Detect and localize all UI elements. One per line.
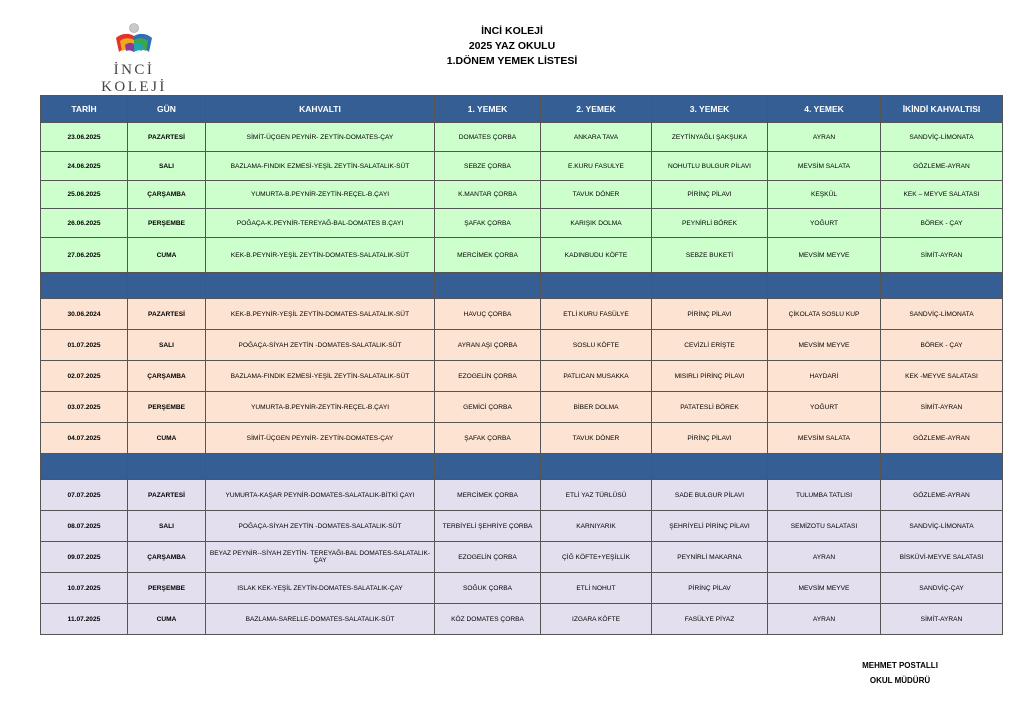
meal-cell: ŞAFAK ÇORBA — [435, 423, 541, 454]
column-header: GÜN — [128, 96, 206, 123]
meal-cell: KARIŞIK DOLMA — [541, 209, 652, 238]
column-header: 1. YEMEK — [435, 96, 541, 123]
meal-cell: BÖREK - ÇAY — [881, 209, 1003, 238]
meal-cell: MERCİMEK ÇORBA — [435, 480, 541, 511]
meal-cell: BÖREK - ÇAY — [881, 330, 1003, 361]
meal-cell: GÖZLEME-AYRAN — [881, 423, 1003, 454]
meal-cell: POĞAÇA-K.PEYNİR-TEREYAĞ-BAL-DOMATES B.ÇAYI — [206, 209, 435, 238]
separator-cell — [206, 273, 435, 299]
meal-cell: SİMİT-AYRAN — [881, 604, 1003, 635]
meal-cell: FASÜLYE PİYAZ — [652, 604, 768, 635]
table-row — [41, 604, 1003, 635]
meal-table — [40, 95, 1003, 635]
meal-cell: IZGARA KÖFTE — [541, 604, 652, 635]
table-row — [41, 299, 1003, 330]
meal-cell: HAVUÇ ÇORBA — [435, 299, 541, 330]
meal-cell: TULUMBA TATLISI — [768, 480, 881, 511]
meal-cell: MERCİMEK ÇORBA — [435, 238, 541, 273]
table-row — [41, 181, 1003, 209]
meal-cell: NOHUTLU BULGUR PİLAVI — [652, 152, 768, 181]
day-cell: SALI — [128, 511, 206, 542]
meal-cell: YUMURTA-B.PEYNİR-ZEYTİN-REÇEL-B.ÇAYI — [206, 392, 435, 423]
day-cell: CUMA — [128, 604, 206, 635]
meal-cell: KEK-B.PEYNİR-YEŞİL ZEYTİN-DOMATES-SALATALIK-SÜT — [206, 238, 435, 273]
meal-cell: MISIRLI PİRİNÇ PİLAVI — [652, 361, 768, 392]
meal-cell: SİMİT-ÜÇGEN PEYNİR- ZEYTİN-DOMATES-ÇAY — [206, 423, 435, 454]
meal-cell: SİMİT-ÜÇGEN PEYNİR- ZEYTİN-DOMATES-ÇAY — [206, 123, 435, 152]
table-row — [41, 238, 1003, 273]
separator-cell — [652, 273, 768, 299]
meal-cell: PATLICAN MUSAKKA — [541, 361, 652, 392]
signature-block — [840, 658, 960, 688]
meal-cell: AYRAN — [768, 123, 881, 152]
table-row — [41, 209, 1003, 238]
meal-cell: SEBZE BUKETİ — [652, 238, 768, 273]
meal-cell: MEVSİM MEYVE — [768, 238, 881, 273]
meal-cell: ETLİ KURU FASÜLYE — [541, 299, 652, 330]
meal-cell: SOĞUK ÇORBA — [435, 573, 541, 604]
day-cell: SALI — [128, 152, 206, 181]
date-cell: 10.07.2025 — [41, 573, 128, 604]
column-header: 4. YEMEK — [768, 96, 881, 123]
day-cell: ÇARŞAMBA — [128, 181, 206, 209]
meal-cell: ZEYTİNYAĞLI ŞAKŞUKA — [652, 123, 768, 152]
meal-cell: DOMATES ÇORBA — [435, 123, 541, 152]
meal-cell: YOĞURT — [768, 392, 881, 423]
meal-cell: MEVSİM SALATA — [768, 152, 881, 181]
meal-cell: SOSLU KÖFTE — [541, 330, 652, 361]
meal-cell: PATATESLİ BÖREK — [652, 392, 768, 423]
date-cell: 23.06.2025 — [41, 123, 128, 152]
meal-cell: ÇİKOLATA SOSLU KUP — [768, 299, 881, 330]
week-separator-row — [41, 273, 1003, 299]
table-row — [41, 392, 1003, 423]
meal-cell: KEK – MEYVE SALATASI — [881, 181, 1003, 209]
column-header: İKİNDİ KAHVALTISI — [881, 96, 1003, 123]
separator-cell — [128, 454, 206, 480]
date-cell: 11.07.2025 — [41, 604, 128, 635]
meal-cell: PİRİNÇ PİLAVI — [652, 181, 768, 209]
meal-cell: AYRAN AŞI ÇORBA — [435, 330, 541, 361]
meal-cell: SANDVİÇ-LİMONATA — [881, 123, 1003, 152]
day-cell: CUMA — [128, 238, 206, 273]
date-cell: 09.07.2025 — [41, 542, 128, 573]
meal-cell: KÖZ DOMATES ÇORBA — [435, 604, 541, 635]
separator-cell — [41, 454, 128, 480]
meal-cell: KADINBUDU KÖFTE — [541, 238, 652, 273]
table-row — [41, 423, 1003, 454]
date-cell: 30.06.2024 — [41, 299, 128, 330]
meal-cell: GÖZLEME-AYRAN — [881, 152, 1003, 181]
meal-cell: ŞEHRİYELİ PİRİNÇ PİLAVI — [652, 511, 768, 542]
day-cell: ÇARŞAMBA — [128, 542, 206, 573]
meal-cell: YUMURTA-B.PEYNİR-ZEYTİN-REÇEL-B.ÇAYI — [206, 181, 435, 209]
meal-cell: POĞAÇA-SİYAH ZEYTİN -DOMATES-SALATALIK-SÜT — [206, 330, 435, 361]
meal-cell: SANDVİÇ-ÇAY — [881, 573, 1003, 604]
meal-cell: PİRİNÇ PİLAVI — [652, 299, 768, 330]
meal-cell: KEK -MEYVE SALATASI — [881, 361, 1003, 392]
meal-cell: ETLİ YAZ TÜRLÜSÜ — [541, 480, 652, 511]
table-body — [41, 123, 1003, 635]
meal-cell: TAVUK DÖNER — [541, 181, 652, 209]
column-header: 3. YEMEK — [652, 96, 768, 123]
table-row — [41, 573, 1003, 604]
meal-cell: ANKARA TAVA — [541, 123, 652, 152]
meal-cell: MEVSİM MEYVE — [768, 573, 881, 604]
separator-cell — [881, 273, 1003, 299]
meal-cell: GÖZLEME-AYRAN — [881, 480, 1003, 511]
date-cell: 03.07.2025 — [41, 392, 128, 423]
meal-cell: YOĞURT — [768, 209, 881, 238]
meal-cell: E.KURU FASULYE — [541, 152, 652, 181]
term-name: 2025 YAZ OKULU — [468, 40, 556, 52]
meal-cell: SANDVİÇ-LİMONATA — [881, 299, 1003, 330]
day-cell: PAZARTESİ — [128, 480, 206, 511]
meal-cell: MEVSİM MEYVE — [768, 330, 881, 361]
date-cell: 01.07.2025 — [41, 330, 128, 361]
week-separator-row — [41, 454, 1003, 480]
column-header: KAHVALTI — [206, 96, 435, 123]
separator-cell — [206, 454, 435, 480]
table-row — [41, 123, 1003, 152]
meal-cell: BAZLAMA-SARELLE-DOMATES-SALATALIK-SÜT — [206, 604, 435, 635]
date-cell: 27.06.2025 — [41, 238, 128, 273]
meal-cell: BEYAZ PEYNİR--SİYAH ZEYTİN- TEREYAĞI-BAL DOMATES-SALATALIK-ÇAY — [206, 542, 435, 573]
meal-cell: GEMİCİ ÇORBA — [435, 392, 541, 423]
meal-cell: ETLİ NOHUT — [541, 573, 652, 604]
separator-cell — [128, 273, 206, 299]
date-cell: 07.07.2025 — [41, 480, 128, 511]
table-row — [41, 480, 1003, 511]
separator-cell — [435, 454, 541, 480]
meal-cell: PİRİNÇ PİLAVI — [652, 423, 768, 454]
school-name: İNCİ KOLEJİ — [481, 25, 543, 37]
meal-cell: SADE BULGUR PİLAVI — [652, 480, 768, 511]
meal-cell: SEMİZOTU SALATASI — [768, 511, 881, 542]
separator-cell — [881, 454, 1003, 480]
meal-cell: K.MANTAR ÇORBA — [435, 181, 541, 209]
meal-cell: EZOGELİN ÇORBA — [435, 542, 541, 573]
date-cell: 08.07.2025 — [41, 511, 128, 542]
day-cell: SALI — [128, 330, 206, 361]
meal-cell: BİSKÜVİ-MEYVE SALATASI — [881, 542, 1003, 573]
meal-cell: ŞAFAK ÇORBA — [435, 209, 541, 238]
table-row — [41, 361, 1003, 392]
table-row — [41, 542, 1003, 573]
meal-cell: AYRAN — [768, 604, 881, 635]
table-row — [41, 152, 1003, 181]
meal-cell: SEBZE ÇORBA — [435, 152, 541, 181]
document-title — [0, 24, 1024, 69]
day-cell: PERŞEMBE — [128, 392, 206, 423]
day-cell: PAZARTESİ — [128, 299, 206, 330]
separator-cell — [768, 273, 881, 299]
date-cell: 02.07.2025 — [41, 361, 128, 392]
separator-cell — [652, 454, 768, 480]
meal-cell: PEYNİRLİ BÖREK — [652, 209, 768, 238]
meal-cell: KEK-B.PEYNİR-YEŞİL ZEYTİN-DOMATES-SALATALIK-SÜT — [206, 299, 435, 330]
meal-cell: MEVSİM SALATA — [768, 423, 881, 454]
meal-cell: TAVUK DÖNER — [541, 423, 652, 454]
separator-cell — [541, 454, 652, 480]
separator-cell — [768, 454, 881, 480]
meal-cell: KEŞKÜL — [768, 181, 881, 209]
day-cell: ÇARŞAMBA — [128, 361, 206, 392]
meal-cell: CEVİZLİ ERİŞTE — [652, 330, 768, 361]
meal-cell: AYRAN — [768, 542, 881, 573]
day-cell: PERŞEMBE — [128, 209, 206, 238]
date-cell: 24.06.2025 — [41, 152, 128, 181]
day-cell: PERŞEMBE — [128, 573, 206, 604]
meal-cell: PİRİNÇ PİLAV — [652, 573, 768, 604]
principal-name: MEHMET POSTALLI — [862, 661, 938, 670]
column-header: 2. YEMEK — [541, 96, 652, 123]
list-title: 1.DÖNEM YEMEK LİSTESİ — [446, 55, 578, 67]
table-row — [41, 330, 1003, 361]
day-cell: PAZARTESİ — [128, 123, 206, 152]
meal-cell: KARNIYARIK — [541, 511, 652, 542]
meal-cell: POĞAÇA-SİYAH ZEYTİN -DOMATES-SALATALIK-SÜT — [206, 511, 435, 542]
date-cell: 26.06.2025 — [41, 209, 128, 238]
column-header: TARİH — [41, 96, 128, 123]
meal-cell: ISLAK KEK-YEŞİL ZEYTİN-DOMATES-SALATALIK-ÇAY — [206, 573, 435, 604]
date-cell: 25.06.2025 — [41, 181, 128, 209]
meal-cell: SİMİT-AYRAN — [881, 392, 1003, 423]
meal-cell: YUMURTA-KAŞAR PEYNİR-DOMATES-SALATALIK-BİTKİ ÇAYI — [206, 480, 435, 511]
principal-title: OKUL MÜDÜRÜ — [869, 676, 931, 685]
separator-cell — [541, 273, 652, 299]
meal-cell: SİMİT-AYRAN — [881, 238, 1003, 273]
meal-cell: BAZLAMA-FINDIK EZMESİ-YEŞİL ZEYTİN-SALATALIK-SÜT — [206, 152, 435, 181]
meal-cell: BAZLAMA-FINDIK EZMESİ-YEŞİL ZEYTİN-SALATALIK-SÜT — [206, 361, 435, 392]
header-row — [41, 96, 1003, 123]
meal-cell: ÇİĞ KÖFTE+YEŞİLLİK — [541, 542, 652, 573]
meal-cell: HAYDARİ — [768, 361, 881, 392]
day-cell: CUMA — [128, 423, 206, 454]
date-cell: 04.07.2025 — [41, 423, 128, 454]
separator-cell — [41, 273, 128, 299]
meal-cell: TERBİYELİ ŞEHRİYE ÇORBA — [435, 511, 541, 542]
table-row — [41, 511, 1003, 542]
meal-cell: BİBER DOLMA — [541, 392, 652, 423]
meal-cell: EZOGELİN ÇORBA — [435, 361, 541, 392]
meal-cell: SANDVİÇ-LİMONATA — [881, 511, 1003, 542]
meal-cell: PEYNİRLİ MAKARNA — [652, 542, 768, 573]
logo-text: İNCİ KOLEJİ — [101, 62, 167, 95]
separator-cell — [435, 273, 541, 299]
